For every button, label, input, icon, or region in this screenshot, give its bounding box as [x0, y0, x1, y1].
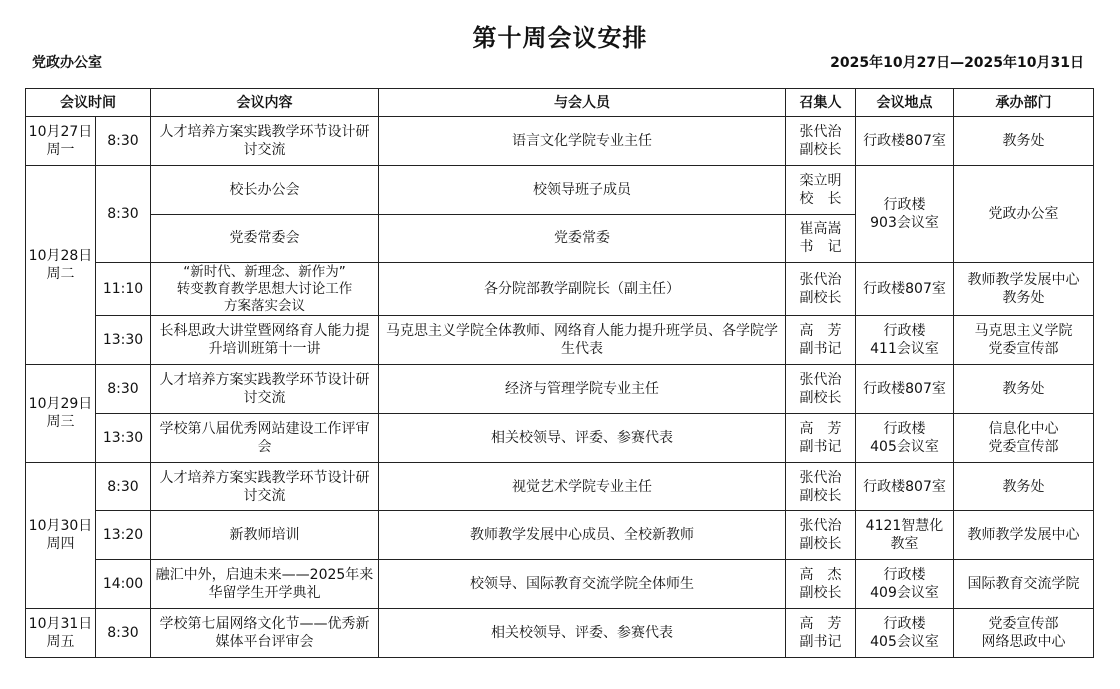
convener-title: 书 记	[799, 239, 842, 256]
content-cell: 人才培养方案实践教学环节设计研讨交流	[151, 117, 379, 166]
convener-cell	[786, 609, 856, 658]
location-cell: 行政楼 409会议室	[856, 560, 954, 609]
time-cell: 8:30	[96, 609, 151, 658]
convener-cell	[786, 413, 856, 462]
department-cell: 教务处	[954, 365, 1094, 414]
day-weekday: 周一	[46, 141, 75, 158]
table-row	[26, 609, 1094, 658]
convener-cell	[786, 365, 856, 414]
header-time: 会议时间	[26, 89, 151, 117]
location-cell: 行政楼807室	[856, 462, 954, 511]
attendees-cell: 相关校领导、评委、参赛代表	[379, 609, 786, 658]
day-cell	[26, 462, 96, 608]
convener-name: 张代治	[799, 518, 842, 535]
convener-name: 崔高嵩	[799, 221, 842, 238]
content-cell: 人才培养方案实践教学环节设计研讨交流	[151, 365, 379, 414]
convener-name: 张代治	[799, 272, 842, 289]
convener-cell	[786, 316, 856, 365]
time-cell: 8:30	[96, 462, 151, 511]
department-cell: 马克思主义学院 党委宣传部	[954, 316, 1094, 365]
table-row	[26, 560, 1094, 609]
convener-cell	[786, 165, 856, 214]
time-cell: 13:20	[96, 511, 151, 560]
convener-title: 副校长	[799, 585, 842, 602]
convener-title: 副书记	[799, 438, 842, 455]
convener-title: 副校长	[799, 141, 842, 158]
convener-name: 高 杰	[799, 567, 842, 584]
table-row	[26, 413, 1094, 462]
content-cell: 新教师培训	[151, 511, 379, 560]
schedule-table	[25, 88, 1094, 658]
convener-name: 张代治	[799, 469, 842, 486]
convener-cell	[786, 511, 856, 560]
location-cell: 行政楼 405会议室	[856, 609, 954, 658]
day-cell	[26, 117, 96, 166]
department-cell: 信息化中心 党委宣传部	[954, 413, 1094, 462]
content-cell: “新时代、新理念、新作为” 转变教育教学思想大讨论工作 方案落实会议	[151, 263, 379, 316]
header-location: 会议地点	[856, 89, 954, 117]
location-cell: 行政楼807室	[856, 117, 954, 166]
department-cell: 党政办公室	[954, 165, 1094, 263]
convener-name: 张代治	[799, 371, 842, 388]
location-cell: 行政楼 903会议室	[856, 165, 954, 263]
header-content: 会议内容	[151, 89, 379, 117]
department-cell: 教务处	[954, 462, 1094, 511]
day-date: 10月30日	[28, 518, 93, 535]
day-date: 10月27日	[28, 123, 93, 140]
content-cell: 学校第七届网络文化节——优秀新媒体平台评审会	[151, 609, 379, 658]
attendees-cell: 党委常委	[379, 214, 786, 263]
convener-name: 张代治	[799, 123, 842, 140]
table-row	[26, 365, 1094, 414]
convener-title: 副校长	[799, 389, 842, 406]
content-cell: 党委常委会	[151, 214, 379, 263]
convener-title: 副书记	[799, 341, 842, 358]
content-cell: 融汇中外，启迪未来——2025年来华留学生开学典礼	[151, 560, 379, 609]
content-cell: 人才培养方案实践教学环节设计研讨交流	[151, 462, 379, 511]
table-row	[26, 117, 1094, 166]
convener-title: 校 长	[799, 190, 842, 207]
department-cell: 党委宣传部 网络思政中心	[954, 609, 1094, 658]
header-row	[26, 89, 1094, 117]
day-date: 10月29日	[28, 396, 93, 413]
location-cell: 行政楼 411会议室	[856, 316, 954, 365]
department-cell: 教师教学发展中心 教务处	[954, 263, 1094, 316]
day-date: 10月28日	[28, 247, 93, 264]
time-cell: 14:00	[96, 560, 151, 609]
attendees-cell: 校领导、国际教育交流学院全体师生	[379, 560, 786, 609]
date-range: 2025年10月27日—2025年10月31日	[830, 55, 1084, 71]
department-cell: 教务处	[954, 117, 1094, 166]
convener-cell	[786, 462, 856, 511]
attendees-cell: 各分院部教学副院长（副主任）	[379, 263, 786, 316]
time-cell: 11:10	[96, 263, 151, 316]
time-cell: 8:30	[96, 165, 151, 263]
location-cell: 4121智慧化 教室	[856, 511, 954, 560]
content-cell: 学校第八届优秀网站建设工作评审会	[151, 413, 379, 462]
table-row	[26, 316, 1094, 365]
content-cell: 校长办公会	[151, 165, 379, 214]
attendees-cell: 校领导班子成员	[379, 165, 786, 214]
day-cell	[26, 609, 96, 658]
day-weekday: 周四	[46, 536, 75, 553]
convener-name: 栾立明	[799, 172, 842, 189]
location-cell: 行政楼 405会议室	[856, 413, 954, 462]
location-cell: 行政楼807室	[856, 365, 954, 414]
table-row	[26, 462, 1094, 511]
time-cell: 8:30	[96, 117, 151, 166]
convener-title: 副校长	[799, 536, 842, 553]
convener-cell	[786, 560, 856, 609]
day-weekday: 周三	[46, 414, 75, 431]
table-row	[26, 165, 1094, 214]
header-attendees: 与会人员	[379, 89, 786, 117]
convener-name: 高 芳	[799, 420, 842, 437]
table-row	[26, 263, 1094, 316]
day-cell	[26, 365, 96, 463]
convener-title: 副书记	[799, 634, 842, 651]
header-convener: 召集人	[786, 89, 856, 117]
department-cell: 教师教学发展中心	[954, 511, 1094, 560]
content-cell: 长科思政大讲堂暨网络育人能力提升培训班第十一讲	[151, 316, 379, 365]
attendees-cell: 视觉艺术学院专业主任	[379, 462, 786, 511]
convener-name: 高 芳	[799, 323, 842, 340]
header-department: 承办部门	[954, 89, 1094, 117]
attendees-cell: 经济与管理学院专业主任	[379, 365, 786, 414]
attendees-cell: 教师教学发展中心成员、全校新教师	[379, 511, 786, 560]
time-cell: 13:30	[96, 413, 151, 462]
time-cell: 13:30	[96, 316, 151, 365]
convener-name: 高 芳	[799, 616, 842, 633]
convener-cell	[786, 263, 856, 316]
convener-title: 副校长	[799, 487, 842, 504]
convener-cell	[786, 214, 856, 263]
attendees-cell: 语言文化学院专业主任	[379, 117, 786, 166]
attendees-cell: 马克思主义学院全体教师、网络育人能力提升班学员、各学院学生代表	[379, 316, 786, 365]
department-cell: 国际教育交流学院	[954, 560, 1094, 609]
convener-cell	[786, 117, 856, 166]
organizer-label: 党政办公室	[32, 55, 102, 71]
location-cell: 行政楼807室	[856, 263, 954, 316]
day-date: 10月31日	[28, 616, 93, 633]
day-weekday: 周二	[46, 265, 75, 282]
time-cell: 8:30	[96, 365, 151, 414]
convener-title: 副校长	[799, 290, 842, 307]
attendees-cell: 相关校领导、评委、参赛代表	[379, 413, 786, 462]
table-row	[26, 511, 1094, 560]
day-cell	[26, 165, 96, 364]
page-title: 第十周会议安排	[472, 24, 648, 52]
day-weekday: 周五	[46, 634, 75, 651]
